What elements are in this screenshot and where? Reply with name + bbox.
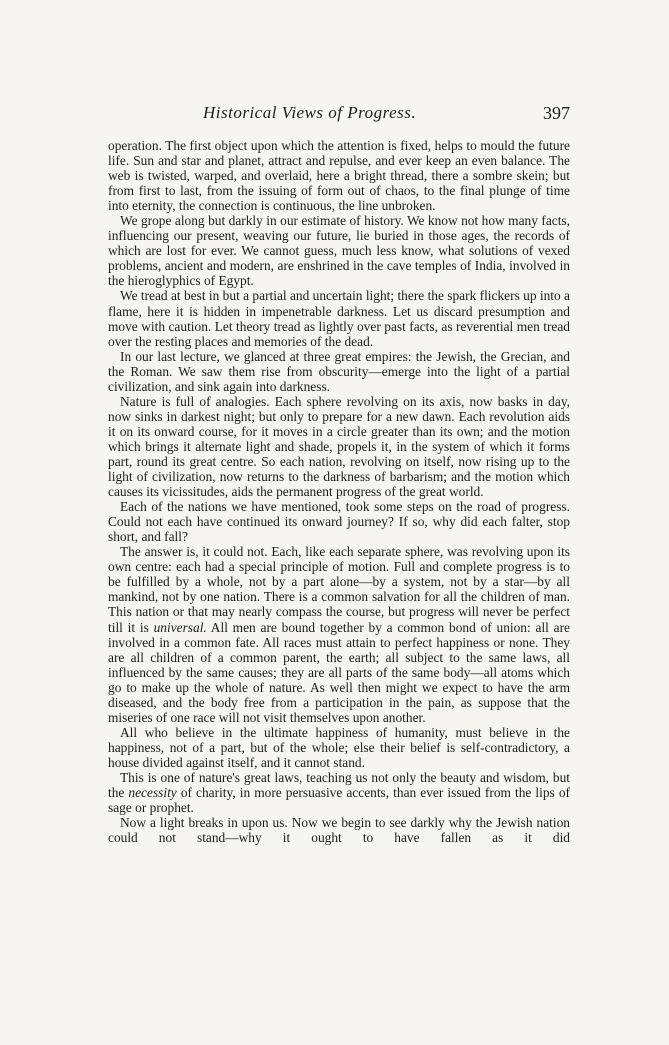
paragraph-9-text-a: This is one of nature's great laws, teaching us not only the beauty and wisdom, but the: [108, 769, 570, 801]
paragraph-10: Now a light breaks in upon us. Now we begin to see darkly why the Jewish nation could not stand—why it ought to have fallen as it did: [108, 815, 570, 846]
paragraph-3: We tread at best in but a partial and uncertain light; there the spark flickers up into a flame, here it is hidden in impenetrable darkness. Let us discard presumption and move with caution. Let theory tread as lightly over past facts, as reverential men tread over the resting places and memories of the dead.: [108, 288, 570, 349]
page-header: [108, 103, 570, 127]
paragraph-9-text-b: of charity, in more persuasive accents, than ever issued from the lips of sage or prophet.: [108, 785, 570, 816]
paragraph-2: We grope along but darkly in our estimate of history. We know not how many facts, influencing our present, weaving our future, lie buried in those ages, the records of which are lost for ever. We cannot guess, much less know, what solutions of vexed problems, ancient and modern, are enshrined in the cave temples of India, involved in the hieroglyphics of Egypt.: [108, 213, 570, 289]
paragraph-8: All who believe in the ultimate happiness of humanity, must believe in the happiness, not of a part, but of the whole; else their belief is self-contradictory, a house divided against itself, and it cannot stand.: [108, 724, 570, 770]
paragraph-6: Each of the nations we have mentioned, took some steps on the road of progress. Could not each have continued its onward journey? If so, why did each falter, stop short, and fall?: [108, 499, 570, 545]
paragraph-7-text-a: The answer is, it could not. Each, like each separate sphere, was revolving upon its own centre: each had a special principle of motion. Full and complete progress is to be fulfilled by a whole, not by a part alone—by a system, not by a star—by all mankind, not by one nation. There is a common salvation for all the children of man. This nation or that may nearly compass the course, but progress will never be perfect till it is: [108, 544, 570, 635]
emphasis-universal: universal.: [153, 619, 207, 635]
page-number: 397: [543, 103, 570, 123]
paragraph-7: [108, 544, 570, 725]
paragraph-7-text-b: All men are bound together by a common bond of union: all are involved in a common fate. All races must attain to perfect happiness or none. They are all children of a common parent, the earth; all subject to the same laws, all influenced by the same causes; they are all parts of the same body—all atoms which go to make up the whole of nature. As well then might we expect to have the arm diseased, and the body free from a participation in the pain, as suppose that the miseries of one race will not visit themselves upon another.: [108, 619, 570, 725]
emphasis-necessity: necessity: [128, 785, 177, 801]
running-title: Historical Views of Progress.: [203, 103, 417, 122]
paragraph-1: operation. The first object upon which the attention is fixed, helps to mould the future life. Sun and star and planet, attract and repulse, and ever keep an even balance. The web is twisted, warped, and overlaid, here a bright thread, there a sombre skein; but from first to last, from the issuing of form out of chaos, to the final plunge of time into eternity, the connection is continuous, the line unbroken.: [108, 138, 570, 214]
paragraph-5: Nature is full of analogies. Each sphere revolving on its axis, now basks in day, now sinks in darkest night; but only to prepare for a new dawn. Each revolution aids it on its onward course, for it moves in a circle greater than its own; and the motion which brings it alternate light and shade, propels it, in the system of which it forms part, round its great centre. So each nation, revolving on itself, now rising up to the light of civilization, now returns to the darkness of barbarism; and the motion which causes its vicissitudes, aids the permanent progress of the great world.: [108, 393, 570, 500]
paragraph-4: In our last lecture, we glanced at three great empires: the Jewish, the Grecian, and the Roman. We saw them rise from obscurity—emerge into the light of a partial civilization, and sink again into darkness.: [108, 348, 570, 394]
page-body: [108, 138, 570, 845]
paragraph-9: [108, 770, 570, 815]
